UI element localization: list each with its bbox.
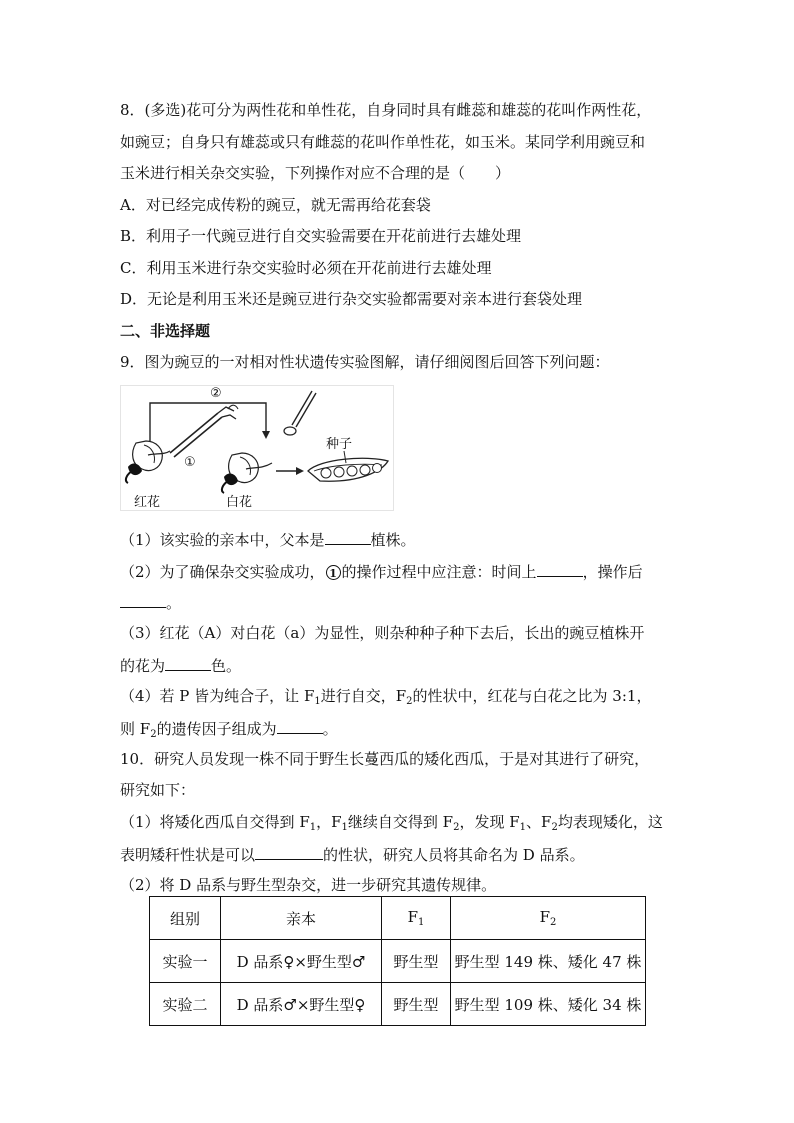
q9-part2: [120, 560, 643, 582]
q9-part4-text2: 进行自交，F: [320, 687, 407, 705]
forceps-drawing: [170, 405, 238, 457]
q10-part1: [120, 812, 663, 838]
subscript: 2: [150, 729, 157, 740]
cell-f2: 野生型 149 株、矮化 47 株: [451, 940, 646, 983]
answer-blank[interactable]: [537, 560, 583, 577]
q10-part1-text4: ，发现 F: [459, 813, 520, 831]
answer-blank[interactable]: [255, 843, 323, 860]
subscript: 1: [341, 822, 348, 833]
q10-part1-text8: 的性状，研究人员将其命名为 D 品系。: [323, 846, 585, 864]
q8-option-c: C．利用玉米进行杂交实验时必须在开花前进行去雄处理: [120, 259, 492, 277]
cell-f2: 野生型 109 株、矮化 34 株: [451, 983, 646, 1026]
q9-part4-end: 。: [322, 720, 338, 738]
q9-part3-cont: [120, 654, 241, 676]
brush-drawing: [284, 391, 316, 435]
q9-part2-text3: ，操作后: [582, 563, 643, 581]
subscript: 1: [418, 917, 425, 928]
pea-cross-figure: [120, 385, 394, 511]
header-parents: 亲本: [221, 897, 382, 940]
cell-f1: 野生型: [382, 983, 451, 1026]
header-group: 组别: [150, 897, 221, 940]
label-step-1: ①: [184, 455, 196, 470]
q8-option-d: D．无论是利用玉米还是豌豆进行杂交实验都需要对亲本进行套袋处理: [120, 290, 583, 308]
q9-part1-text: （1）该实验的亲本中，父本是: [120, 531, 325, 549]
q9-part4-text4: 则 F: [120, 720, 151, 738]
subscript: 1: [519, 822, 527, 833]
white-flower-drawing: [222, 453, 272, 493]
label-seed: 种子: [326, 437, 353, 452]
answer-blank[interactable]: [120, 591, 166, 608]
q9-part4-text3: 的性状中，红花与白花之比为 3:1，: [412, 687, 652, 705]
q9-part2-cont: [120, 591, 181, 613]
q8-stem-line3: 玉米进行相关杂交实验，下列操作对应不合理的是（ ）: [120, 164, 511, 182]
circled-one-icon: 1: [326, 565, 341, 580]
q9-stem: 9．图为豌豆的一对相对性状遗传实验图解，请仔细阅图后回答下列问题：: [120, 353, 610, 371]
answer-blank[interactable]: [165, 654, 211, 671]
q10-part1-text7: 表明矮秆性状是可以: [120, 846, 256, 864]
q9-part2-text2: 的操作过程中应注意：时间上: [341, 563, 537, 581]
answer-blank[interactable]: [277, 717, 323, 734]
q10-stem-line1: 10．研究人员发现一株不同于野生长蔓西瓜的矮化西瓜，于是对其进行了研究，: [120, 750, 650, 768]
q9-part1: [120, 528, 416, 550]
header-f1-base: F: [407, 908, 419, 926]
q9-part4-text5: 的遗传因子组成为: [156, 720, 277, 738]
cell-group: 实验二: [150, 983, 221, 1026]
subscript: 1: [309, 822, 317, 833]
cell-f1: 野生型: [382, 940, 451, 983]
section-heading: 二、非选择题: [120, 322, 211, 340]
label-red-flower: 红花: [134, 495, 161, 510]
q10-part1-text5: 、F: [526, 813, 552, 831]
header-f2: [451, 897, 646, 940]
header-f1: [382, 897, 451, 940]
answer-blank[interactable]: [325, 528, 371, 545]
q10-part1-text2: ，F: [316, 813, 342, 831]
table-header-row: [150, 897, 646, 940]
cell-group: 实验一: [150, 940, 221, 983]
q10-part2: （2）将 D 品系与野生型杂交，进一步研究其遗传规律。: [120, 876, 497, 894]
cell-parents: D 品系♀×野生型♂: [221, 940, 382, 983]
q9-part2-text: （2）为了确保杂交实验成功，: [120, 563, 325, 581]
table-row: [150, 983, 646, 1026]
q9-part4: [120, 686, 651, 712]
q9-part4-text: （4）若 P 皆为纯合子，让 F: [120, 687, 315, 705]
label-step-2: ②: [210, 386, 222, 401]
pea-cross-illustration: [120, 385, 394, 511]
q8-option-a: A．对已经完成传粉的豌豆，就无需再给花套袋: [120, 196, 431, 214]
hybrid-results-table: [149, 896, 646, 1026]
q9-part3-text: 的花为: [120, 657, 166, 675]
cell-parents: D 品系♂×野生型♀: [221, 983, 382, 1026]
red-flower-drawing: [126, 441, 170, 483]
q9-part3-suffix: 色。: [211, 657, 242, 675]
q10-stem-line2: 研究如下：: [120, 781, 196, 799]
q10-part1-text3: 继续自交得到 F: [347, 813, 454, 831]
subscript: 2: [551, 822, 558, 833]
q9-part2-end: 。: [166, 594, 182, 612]
q8-stem-line2: 如豌豆；自身只有雄蕊或只有雌蕊的花叫作单性花，如玉米。某同学利用豌豆和: [120, 133, 646, 151]
subscript: 1: [314, 696, 321, 707]
q8-option-b: B．利用子一代豌豆进行自交实验需要在开花前进行去雄处理: [120, 227, 522, 245]
subscript: 2: [453, 822, 460, 833]
q10-part1-text6: 均表现矮化，这: [557, 813, 663, 831]
pea-pod-drawing: [308, 451, 388, 481]
q9-part3: （3）红花（A）对白花（a）为显性，则杂种种子种下去后，长出的豌豆植株开: [120, 624, 645, 642]
q10-part1-cont: [120, 843, 585, 865]
label-white-flower: 白花: [226, 495, 253, 510]
q8-stem-line1: 8．(多选)花可分为两性花和单性花，自身同时具有雌蕊和雄蕊的花叫作两性花，: [120, 101, 652, 119]
q9-part1-suffix: 植株。: [370, 531, 416, 549]
table-row: [150, 940, 646, 983]
q10-part1-text: （1）将矮化西瓜自交得到 F: [120, 813, 310, 831]
subscript: 2: [406, 696, 413, 707]
q9-part4-cont: [120, 717, 338, 745]
header-f2-base: F: [539, 908, 551, 926]
subscript: 2: [550, 917, 557, 928]
